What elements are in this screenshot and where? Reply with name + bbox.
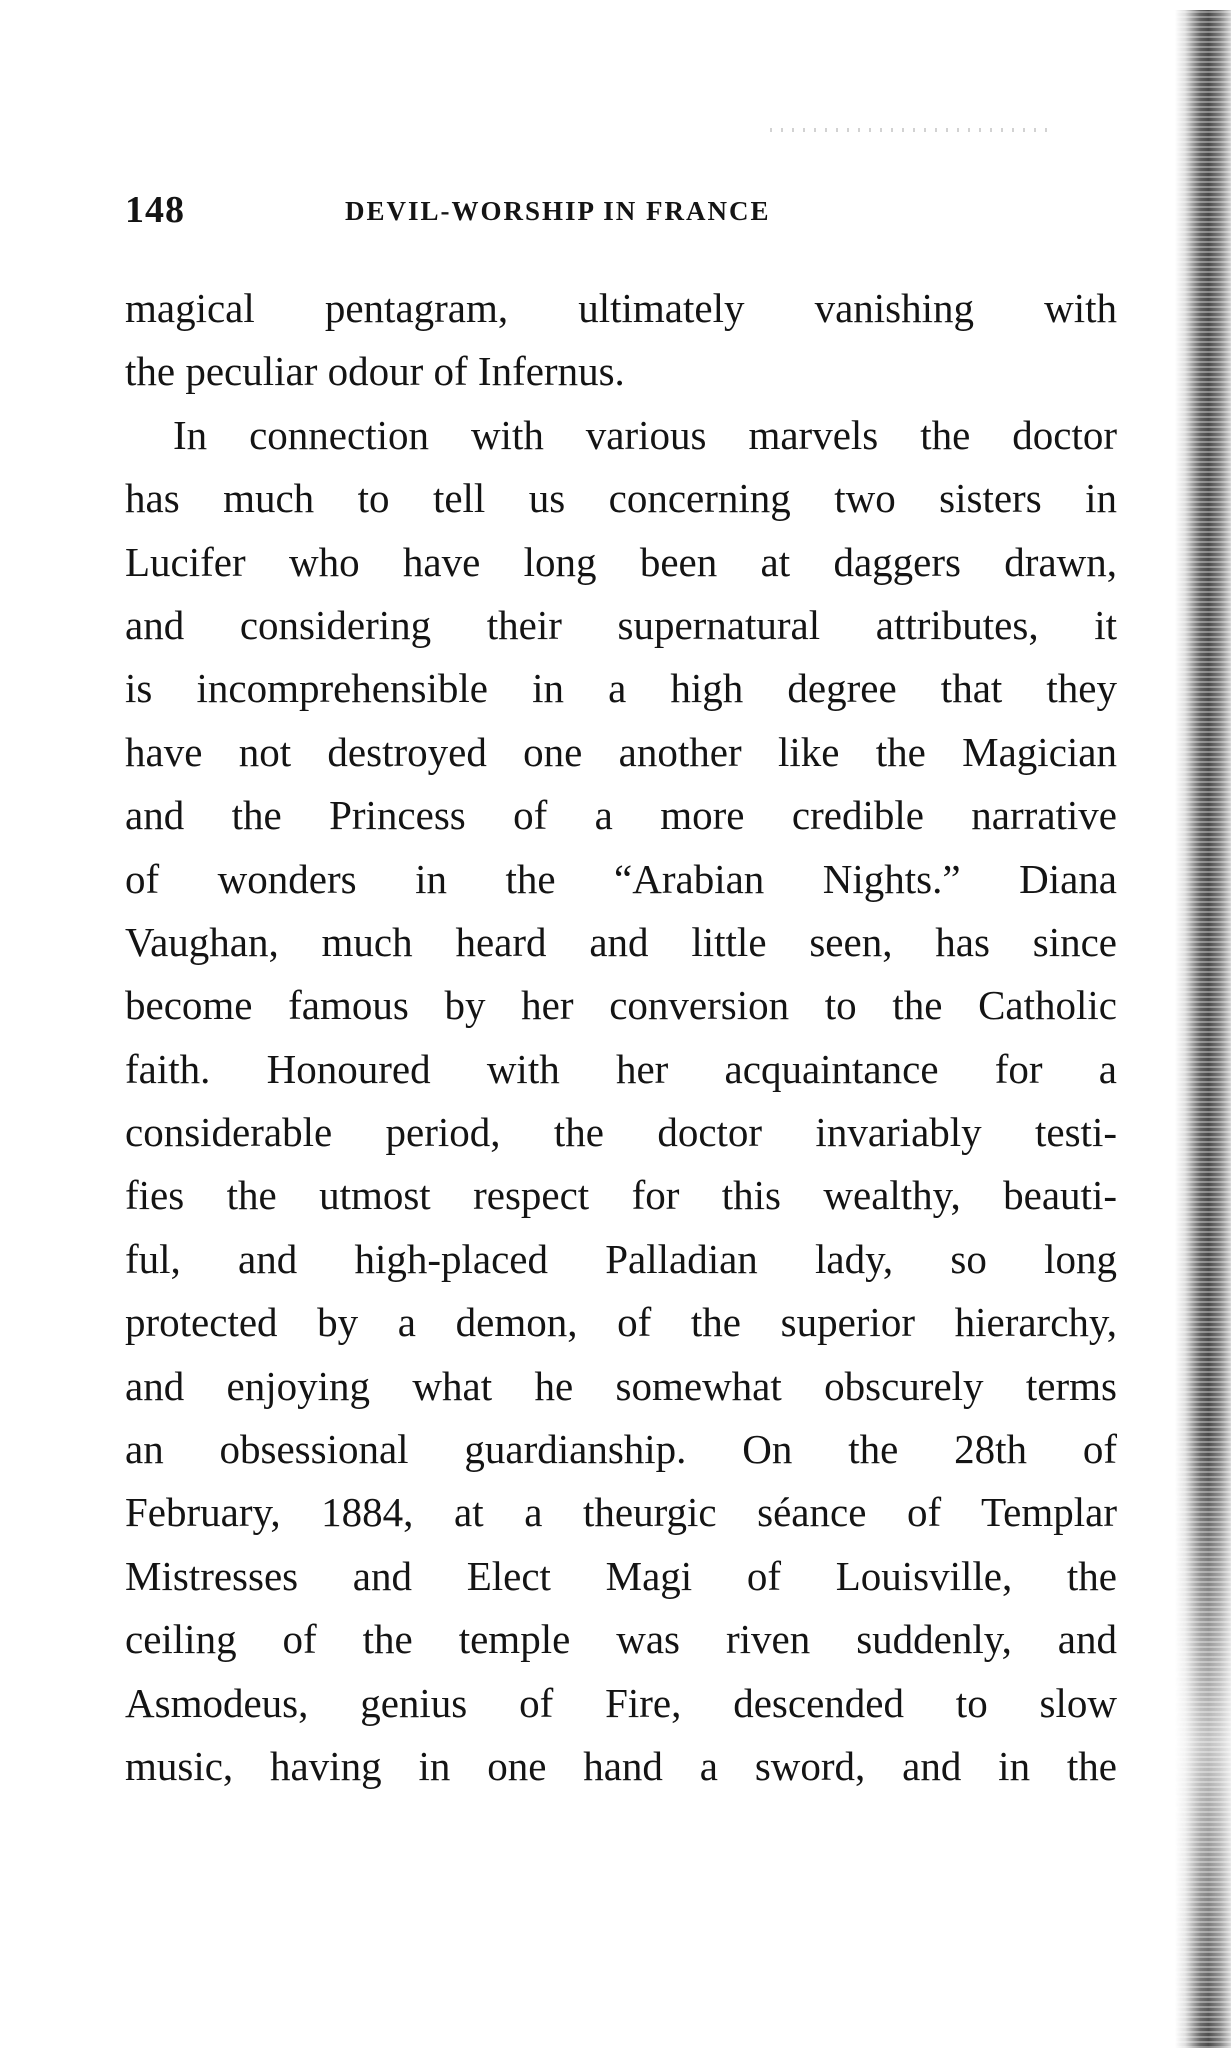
text-line: Asmodeus, genius of Fire, descended to slow: [125, 1679, 1117, 1726]
text-line: have not destroyed one another like the Magician: [125, 728, 1117, 775]
text-line: February, 1884, at a theurgic séance of Templar: [125, 1489, 1117, 1536]
running-head: DEVIL-WORSHIP IN FRANCE: [345, 196, 771, 226]
text-line: the peculiar odour of Infernus.: [125, 348, 625, 395]
text-line: of wonders in the “Arabian Nights.” Diana: [125, 855, 1117, 902]
body-text: [125, 277, 1117, 1798]
scan-artifact: [770, 128, 1050, 132]
text-line: and enjoying what he somewhat obscurely terms: [125, 1362, 1117, 1409]
text-line: Mistresses and Elect Magi of Louisville, the: [125, 1552, 1117, 1599]
page-header: [125, 188, 1115, 238]
text-line: music, having in one hand a sword, and in the: [125, 1742, 1117, 1789]
text-line: magical pentagram, ultimately vanishing with: [125, 285, 1117, 331]
text-line: considerable period, the doctor invariably testi-: [125, 1109, 1117, 1156]
text-line: protected by a demon, of the superior hierarchy,: [125, 1299, 1117, 1346]
text-line: Lucifer who have long been at daggers drawn,: [125, 538, 1117, 585]
text-line: In connection with various marvels the doctor: [173, 411, 1117, 458]
text-line: and the Princess of a more credible narrative: [125, 792, 1117, 839]
text-line: fies the utmost respect for this wealthy, beauti-: [125, 1172, 1117, 1219]
text-line: Vaughan, much heard and little seen, has since: [125, 918, 1117, 965]
text-line: has much to tell us concerning two sisters in: [125, 475, 1117, 522]
text-line: and considering their supernatural attributes, it: [125, 601, 1117, 648]
text-line: faith. Honoured with her acquaintance for a: [125, 1045, 1117, 1092]
text-line: become famous by her conversion to the Catholic: [125, 982, 1117, 1029]
text-line: ful, and high-placed Palladian lady, so long: [125, 1235, 1117, 1282]
text-line: ceiling of the temple was riven suddenly, and: [125, 1616, 1117, 1663]
text-line: an obsessional guardianship. On the 28th of: [125, 1426, 1117, 1473]
text-line: is incomprehensible in a high degree that they: [125, 665, 1117, 712]
page-number: 148: [125, 189, 185, 231]
book-binding-edge: [1175, 10, 1231, 2048]
